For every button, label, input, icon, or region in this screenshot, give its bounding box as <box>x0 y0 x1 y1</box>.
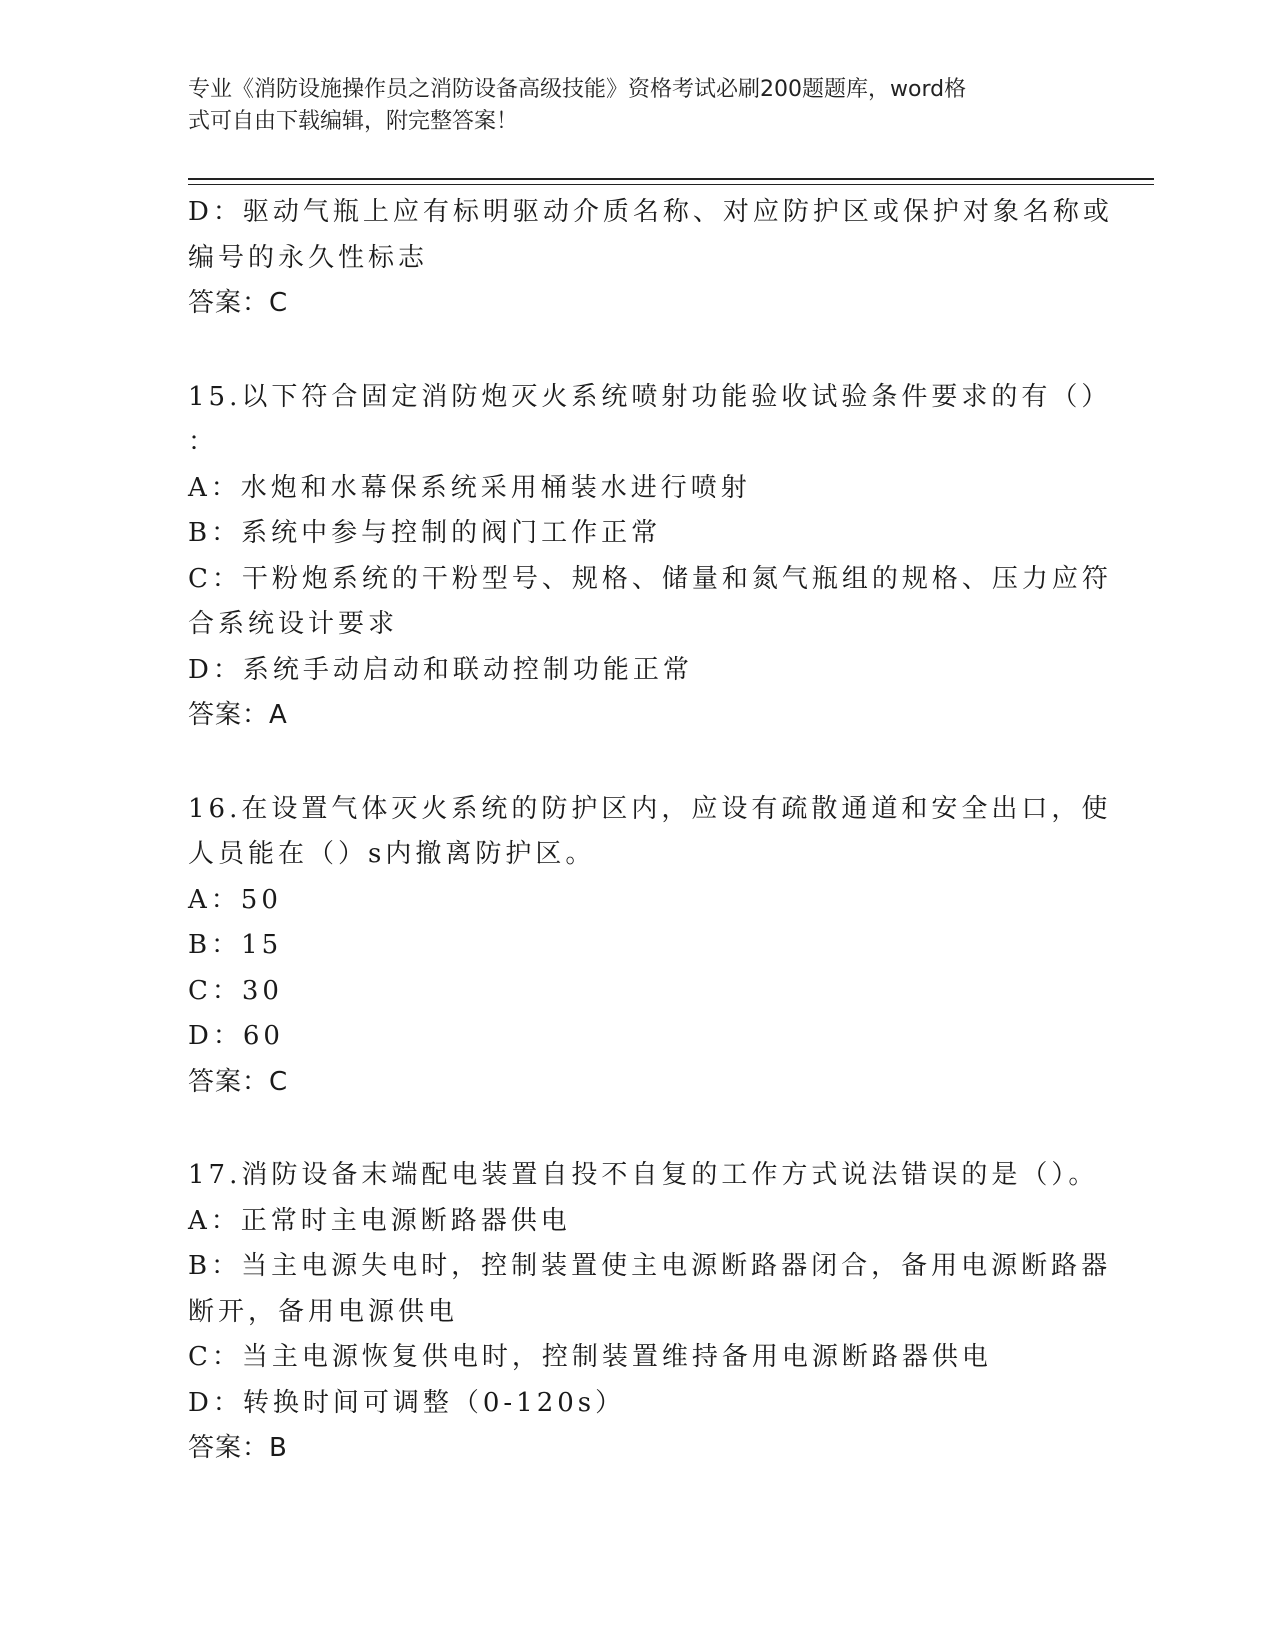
document-header <box>188 74 1088 138</box>
header-divider-thick <box>188 178 1154 180</box>
option-b-continued: 断开，备用电源供电 <box>188 1296 459 1327</box>
header-line-1: 专业《消防设施操作员之消防设备高级技能》资格考试必刷200题题库，word格 <box>188 77 967 102</box>
question-stem: 15.以下符合固定消防炮灭火系统喷射功能验收试验条件要求的有（） <box>188 381 1112 412</box>
question-16 <box>188 787 1112 1106</box>
option-c: C：当主电源恢复供电时，控制装置维持备用电源断路器供电 <box>188 1342 992 1372</box>
header-divider-thin <box>188 184 1154 185</box>
option-d-continued: 编号的永久性标志 <box>188 242 429 273</box>
question-stem-continued: ： <box>188 427 219 457</box>
option-c: C：30 <box>188 975 283 1006</box>
answer-label: 答案：C <box>188 288 289 318</box>
option-c: C：干粉炮系统的干粉型号、规格、储量和氮气瓶组的规格、压力应符 <box>188 563 1112 594</box>
option-d: D：系统手动启动和联动控制功能正常 <box>188 654 693 685</box>
option-a: A：50 <box>188 884 282 915</box>
option-d: D：驱动气瓶上应有标明驱动介质名称、对应防护区或保护对象名称或 <box>188 197 1113 227</box>
answer-label: 答案：A <box>188 700 288 730</box>
spacer <box>188 1105 1068 1153</box>
header-line-2: 式可自由下载编辑，附完整答案！ <box>188 109 519 134</box>
answer-label: 答案：C <box>188 1066 289 1097</box>
question-17 <box>188 1153 1112 1472</box>
option-b: B：系统中参与控制的阀门工作正常 <box>188 518 662 548</box>
question-stem: 16.在设置气体灭火系统的防护区内，应设有疏散通道和安全出口，使 <box>188 793 1112 824</box>
answer-label: 答案：B <box>188 1433 288 1463</box>
spacer <box>188 739 1068 787</box>
question-stem-continued: 人员能在（）s内撤离防护区。 <box>188 839 596 869</box>
option-b: B：当主电源失电时，控制装置使主电源断路器闭合，备用电源断路器 <box>188 1251 1112 1281</box>
spacer <box>188 327 1068 375</box>
option-b: B：15 <box>188 930 283 960</box>
option-d: D：60 <box>188 1021 284 1051</box>
question-list <box>188 190 1113 1472</box>
question-15 <box>188 375 1112 739</box>
option-a: A：正常时主电源断路器供电 <box>188 1205 571 1236</box>
option-a: A：水炮和水幕保系统采用桶装水进行喷射 <box>188 472 751 503</box>
option-c-continued: 合系统设计要求 <box>188 609 399 639</box>
question-stem: 17.消防设备末端配电装置自投不自复的工作方式说法错误的是（）。 <box>188 1160 1099 1190</box>
previous-question-tail <box>188 190 1113 327</box>
option-d: D：转换时间可调整（0-120s） <box>188 1387 626 1418</box>
